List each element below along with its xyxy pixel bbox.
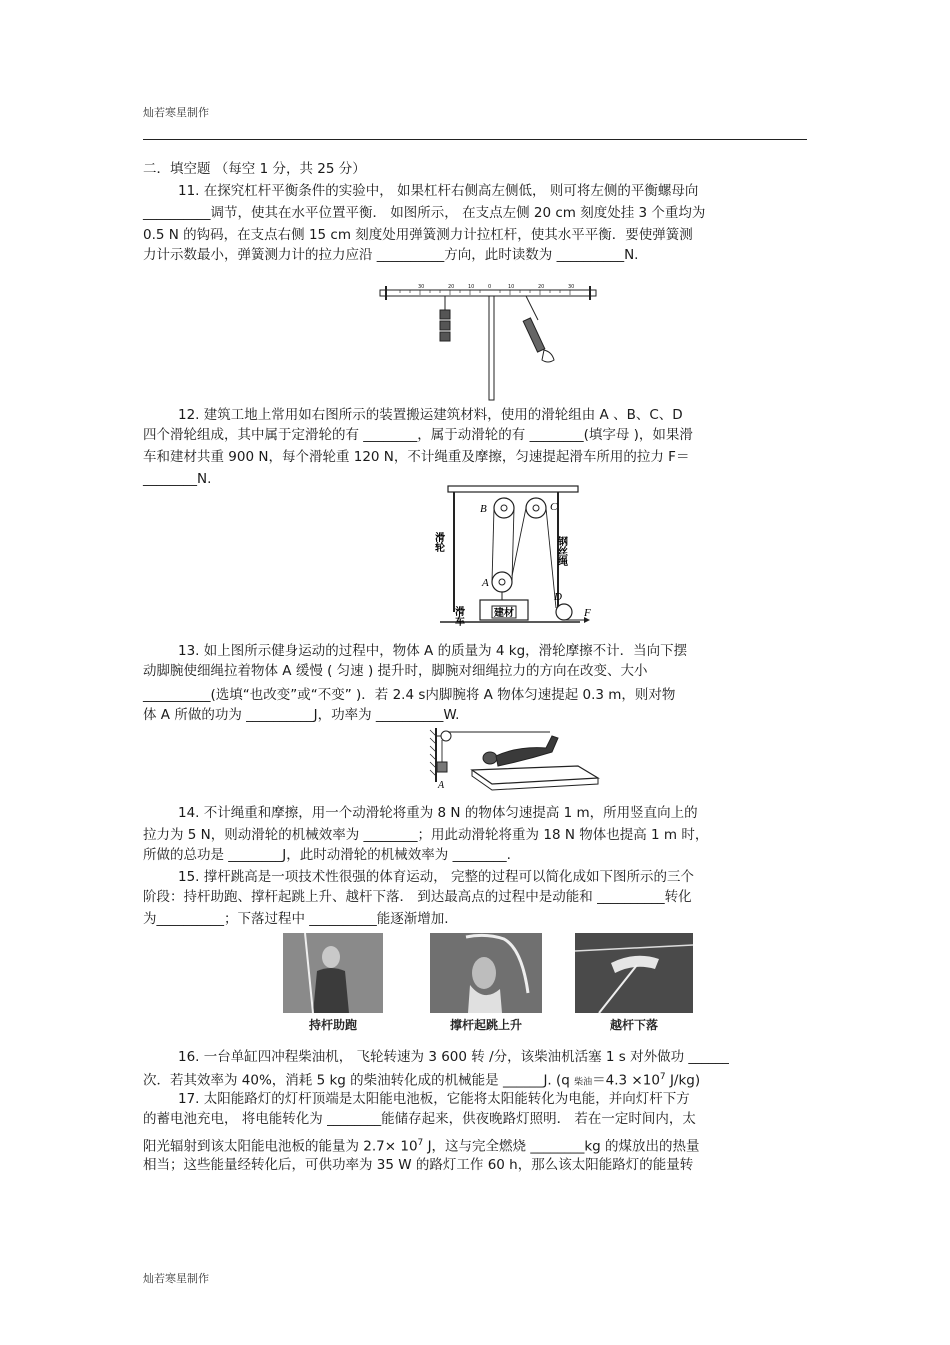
q16-line-2b: ＝4.3 ×10 [592, 1072, 660, 1089]
person-head [483, 752, 497, 764]
label-cart: 滑车 [452, 606, 464, 626]
q14-line-3: 所做的总功是 ________J，此时动滑轮的机械效率为 ________. [143, 847, 511, 863]
q11-line-4: 力计示数最小，弹簧测力计的拉力应沿 __________方向，此时读数为 __________N. [143, 247, 639, 263]
photo-clear-bar [575, 933, 693, 1013]
q12-line-2: 四个滑轮组成，其中属于定滑轮的有 ________，属于动滑轮的有 ________(填字母 )，如果滑 [143, 427, 693, 443]
caption-fall: 越杆下落 [609, 1018, 658, 1032]
q13-line-2: 动脚腕使细绳拉着物体 A 缓慢 ( 匀速 ) 提升时，脚腕对细绳拉力的方向在改变、大小 [143, 663, 648, 679]
q17-line-4: 相当；这些能量经转化后，可供功率为 35 W 的路灯工作 60 h，那么该太阳能路灯的能量转 [143, 1157, 694, 1173]
section-title: 二．填空题 （每空 1 分，共 25 分） [143, 161, 366, 177]
lever-bar [380, 290, 596, 296]
label-pulley: 滑轮 [432, 532, 444, 552]
lever-tick-label: 20 [538, 284, 545, 290]
q15-line-2: 阶段：持杆助跑、撑杆起跳上升、越杆下落． 到达最高点的过程中是动能和 __________转化 [143, 889, 692, 905]
weights [440, 310, 450, 341]
label-f: F [584, 607, 591, 619]
q13-line-3: __________(选填“也改变”或“不变” )．若 2.4 s内脚腕将 A 物体匀速提起 0.3 m，则对物 [143, 687, 676, 703]
label-c: C [550, 501, 558, 513]
q13-line-1: 13. 如上图所示健身运动的过程中，物体 A 的质量为 4 kg，滑轮摩擦不计．当向下摆 [178, 643, 688, 659]
pulley-b-axle [501, 505, 507, 511]
q16-subscript: 柴油 [574, 1077, 593, 1088]
page-header: 灿若寒星制作 [143, 106, 209, 119]
q16-superscript: 7 [659, 1072, 666, 1082]
q16-line-2 [143, 1068, 700, 1092]
caption-run: 持杆助跑 [308, 1018, 357, 1032]
weight-a [437, 762, 447, 772]
q17-line-3b: J，这与完全燃烧 ________kg 的煤放出的热量 [423, 1138, 700, 1155]
q11-line-1: 11. 在探究杠杆平衡条件的实验中， 如果杠杆右侧高左侧低， 则可将左侧的平衡螺母向 [178, 183, 699, 199]
lever-tick-label: 20 [448, 284, 455, 290]
spring-scale [523, 318, 545, 352]
label-a: A [438, 780, 445, 791]
q17-line-3 [143, 1134, 700, 1156]
q14-line-1: 14. 不计绳重和摩擦，用一个动滑轮将重为 8 N 的物体匀速提高 1 m，所用竖直向上的 [178, 805, 698, 821]
person-body [496, 736, 558, 766]
athlete-fall-icon [575, 933, 693, 1013]
q15-line-1: 15. 撑杆跳高是一项技术性很强的体育运动， 完整的过程可以简化成如下图所示的三个 [178, 869, 695, 885]
q17-line-3a: 阳光辐射到该太阳能电池板的能量为 2.7× 10 [143, 1138, 418, 1155]
label-material: 建材 [494, 608, 514, 619]
lever-stand [489, 296, 494, 400]
header-rule [143, 139, 807, 140]
label-d: D [554, 591, 562, 603]
q11-line-3: 0.5 N 的钩码，在支点右侧 15 cm 刻度处用弹簧测力计拉杠杆，使其水平平衡．要使弹簧测 [143, 227, 693, 243]
q12-line-1: 12. 建筑工地上常用如右图所示的装置搬运建筑材料，使用的滑轮组由 A 、B、C、D [178, 407, 683, 423]
q16-line-2c: J/kg) [665, 1072, 701, 1089]
athlete-rise-icon [430, 933, 542, 1013]
q16-line-1: 16. 一台单缸四冲程柴油机， 飞轮转速为 3 600 转 /分，该柴油机活塞 1 s 对外做功 ______ [178, 1049, 729, 1065]
pulley-a-axle [499, 579, 505, 585]
label-rope: 钢丝绳 [555, 536, 567, 566]
caption-rise: 撑杆起跳上升 [449, 1018, 522, 1032]
q12-line-3: 车和建材共重 900 N，每个滑轮重 120 N，不计绳重及摩擦，匀速提起滑车所用的拉力 F＝ [143, 449, 690, 465]
q12-line-4: ________N. [143, 471, 212, 487]
athlete-run-icon [283, 933, 383, 1013]
lever-figure [380, 280, 600, 402]
q17-line-2: 的蓄电池充电， 将电能转化为 ________能储存起来，供夜晚路灯照明． 若在一定时间内，太 [143, 1111, 696, 1127]
page-footer: 灿若寒星制作 [143, 1272, 209, 1285]
top-beam [448, 486, 578, 492]
q16-line-2a: 次．若其效率为 40%，消耗 5 kg 的柴油转化成的机械能是 ______J. (q [143, 1072, 575, 1089]
lever-tick-label: 10 [468, 284, 475, 290]
photo-pole-rise [430, 933, 542, 1013]
q14-line-2: 拉力为 5 N，则动滑轮的机械效率为 ________；用此动滑轮将重为 18 N 物体也提高 1 m 时， [143, 827, 709, 843]
q17-line-1: 17. 太阳能路灯的灯杆顶端是太阳能电池板，它能将太阳能转化为电能，并向灯杆下方 [178, 1091, 690, 1107]
hand [542, 350, 554, 362]
lever-tick-label: 30 [418, 284, 425, 290]
lever-tick-label: 30 [568, 284, 575, 290]
pulley-d [556, 604, 572, 620]
photo-run-with-pole [283, 933, 383, 1013]
pulley-figure [432, 484, 600, 628]
pulley-c-axle [533, 505, 539, 511]
lever-tick-label: 10 [508, 284, 515, 290]
label-b: B [480, 503, 487, 515]
label-a: A [482, 577, 489, 589]
fitness-figure [428, 722, 600, 792]
lever-tick-label: 0 [488, 284, 492, 290]
q17-superscript: 7 [417, 1138, 424, 1148]
wall-pulley [441, 731, 451, 741]
q13-line-4: 体 A 所做的功为 __________J，功率为 __________W. [143, 707, 460, 723]
mat [472, 766, 598, 784]
q15-line-3: 为__________；下落过程中 __________能逐渐增加. [143, 911, 449, 927]
spring-scale-hook [526, 296, 538, 320]
q11-line-2: __________调节，使其在水平位置平衡． 如图所示， 在支点左侧 20 cm 刻度处挂 3 个重均为 [143, 205, 706, 221]
